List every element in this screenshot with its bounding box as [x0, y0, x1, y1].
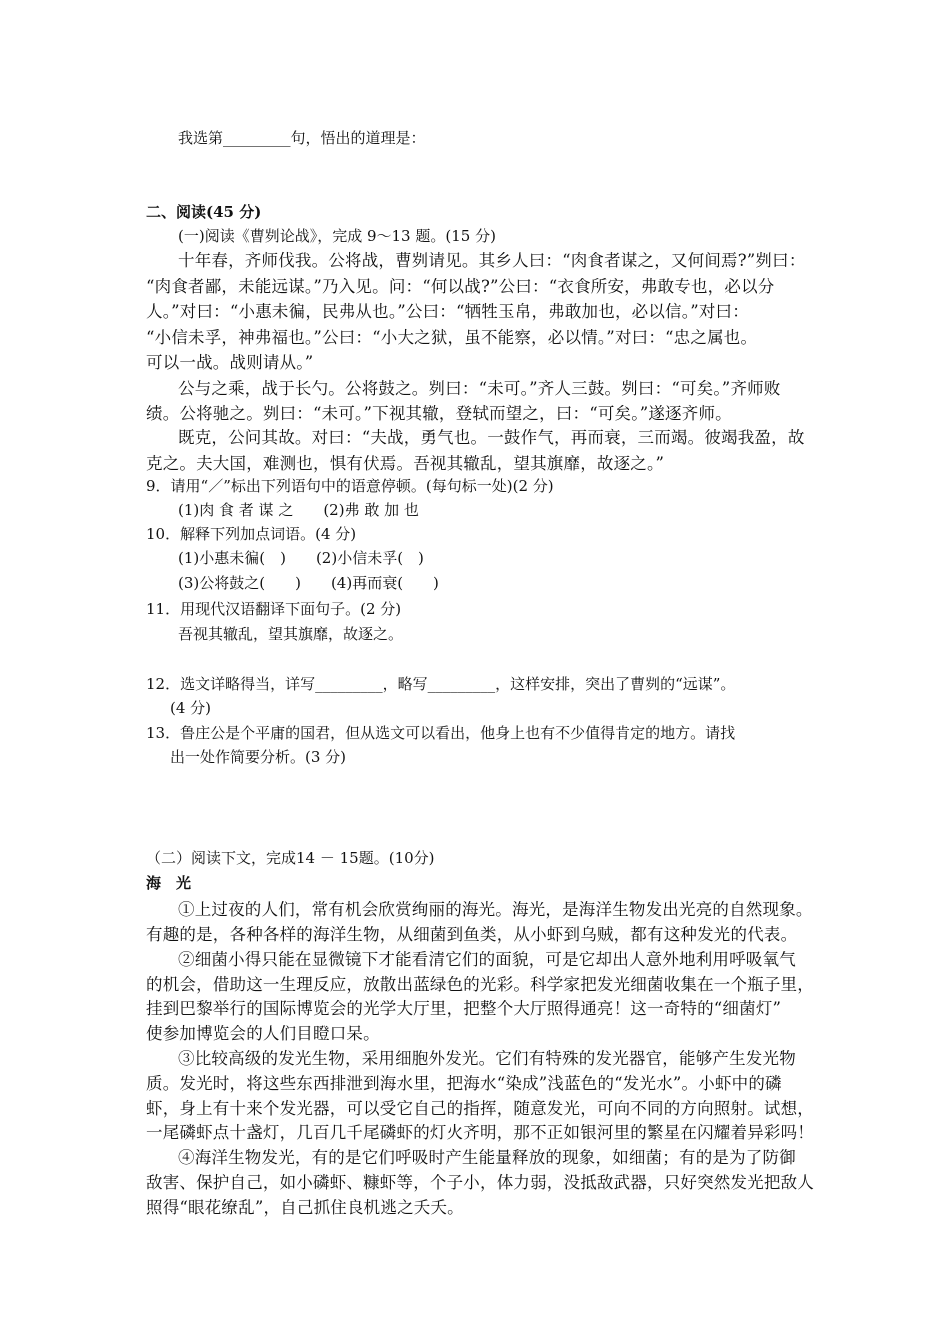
question-10: 10．解释下列加点词语。(4 分): [146, 525, 357, 543]
passage2-line: ①上过夜的人们，常有机会欣赏绚丽的海光。海光，是海洋生物发出光亮的自然现象。: [178, 900, 813, 919]
passage2-line: ④海洋生物发光，有的是它们呼吸时产生能量释放的现象，如细菌；有的是为了防御: [178, 1148, 796, 1167]
passage2-line: 使参加博览会的人们目瞪口呆。: [146, 1024, 380, 1043]
article-title: 海 光: [146, 874, 192, 892]
passage2-line: ③比较高级的发光生物，采用细胞外发光。它们有特殊的发光器官，能够产生发光物: [178, 1049, 796, 1068]
question-10-items-1: (1)小惠未徧( ) (2)小信未孚( ): [178, 549, 424, 567]
passage2-line: 有趣的是，各种各样的海洋生物，从细菌到鱼类，从小虾到乌贼，都有这种发光的代表。: [146, 925, 798, 944]
passage1-line: 公与之乘，战于长勺。公将鼓之。刿曰：“未可。”齐人三鼓。刿曰：“可矣。”齐师败: [178, 379, 781, 398]
passage1-line: 克之。夫大国，难测也，惧有伏焉。吾视其辙乱，望其旗靡，故逐之。”: [146, 454, 665, 473]
passage2-line: 一尾磷虾点十盏灯，几百几千尾磷虾的灯火齐明，那不正如银河里的繁星在闪耀着异彩吗！: [146, 1123, 814, 1142]
passage2-line: 虾，身上有十来个发光器，可以受它自己的指挥，随意发光，可向不同的方向照射。试想，: [146, 1099, 814, 1118]
part1-intro: (一)阅读《曹刿论战》，完成 9～13 题。(15 分): [178, 227, 496, 245]
question-10-items-2: (3)公将鼓之( ) (4)再而衰( ): [178, 574, 439, 592]
passage1-line: 既克，公问其故。对曰：“夫战，勇气也。一鼓作气，再而衰，三而竭。彼竭我盈，故: [178, 428, 805, 447]
answer-prompt-line: 我选第_________句，悟出的道理是：: [178, 129, 426, 147]
passage2-line: 敌害、保护自己，如小磷虾、糠虾等，个子小，体力弱，没抵敌武器，只好突然发光把敌人: [146, 1173, 814, 1192]
question-12: 12．选文详略得当，详写_________，略写_________，这样安排，突出了曹刿的“远谋”。: [146, 675, 736, 693]
question-9-items: (1)肉 食 者 谋 之 (2)弗 敢 加 也: [178, 501, 419, 519]
passage1-line: 人。”对曰：“小惠未徧，民弗从也。”公曰：“牺牲玉帛，弗敢加也，必以信。”对曰：: [146, 302, 749, 321]
passage2-line: 挂到巴黎举行的国际博览会的光学大厅里，把整个大厅照得通亮！这一奇特的“细菌灯”: [146, 999, 782, 1018]
question-13-cont: 出一处作简要分析。(3 分): [170, 748, 347, 766]
passage1-line: 十年春，齐师伐我。公将战，曹刿请见。其乡人曰：“肉食者谋之，又何间焉?”刿曰：: [178, 251, 806, 270]
question-13: 13．鲁庄公是个平庸的国君，但从选文可以看出，他身上也有不少值得肯定的地方。请找: [146, 724, 736, 742]
question-11-sentence: 吾视其辙乱，望其旗靡，故逐之。: [178, 625, 404, 643]
passage1-line: “肉食者鄙，未能远谋。”乃入见。问：“何以战?”公曰：“衣食所安，弗敢专也，必以分: [146, 277, 775, 296]
question-9: 9．请用“／”标出下列语句中的语意停顿。(每句标一处)(2 分): [146, 477, 554, 495]
passage2-line: 质。发光时，将这些东西排泄到海水里，把海水“染成”浅蓝色的“发光水”。小虾中的磷: [146, 1074, 782, 1093]
question-12-score: (4 分): [170, 699, 212, 717]
part2-intro: （二）阅读下文，完成14 － 15题。(10分): [146, 849, 435, 867]
passage2-line: 的机会，借助这一生理反应，放散出蓝绿色的光彩。科学家把发光细菌收集在一个瓶子里，: [146, 975, 814, 994]
passage1-line: 绩。公将驰之。刿曰：“未可。”下视其辙，登轼而望之，曰：“可矣。”遂逐齐师。: [146, 404, 732, 423]
question-11: 11．用现代汉语翻译下面句子。(2 分): [146, 600, 402, 618]
passage1-line: “小信未孚，神弗福也。”公曰：“小大之狱，虽不能察，必以情。”对曰：“忠之属也。: [146, 328, 758, 347]
passage1-line: 可以一战。战则请从。”: [146, 353, 314, 372]
section-heading: 二、阅读(45 分): [146, 203, 262, 221]
passage2-line: 照得“眼花缭乱”，自己抓住良机逃之夭夭。: [146, 1198, 464, 1217]
passage2-line: ②细菌小得只能在显微镜下才能看清它们的面貌，可是它却出人意外地利用呼吸氧气: [178, 950, 796, 969]
